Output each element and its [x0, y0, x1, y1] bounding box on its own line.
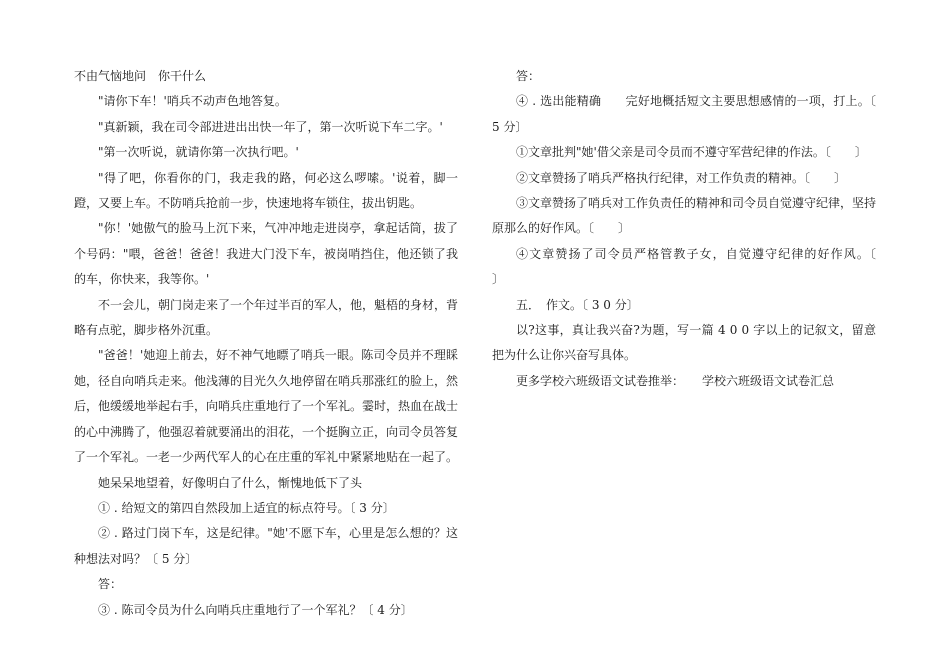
paragraph: ④文章赞扬了司令员严格管教子女，自觉遵守纪律的好作风。〔 〕	[492, 246, 901, 287]
paragraph: ① . 给短文的第四自然段加上适宜的标点符号。〔 3 分〕	[98, 500, 395, 515]
paragraph: ③ . 陈司令员为什么向哨兵庄重地行了一个军礼？〔 4 分〕	[98, 602, 413, 617]
paragraph: ④ . 选出能精确 完好地概括短文主要思想感情的一项，打上。〔 5 分〕	[492, 94, 876, 134]
paragraph: 她呆呆地望着，好像明白了什么，惭愧地低下了头	[98, 475, 363, 490]
paragraph: "请你下车！'哨兵不动声色地答复。	[98, 94, 287, 109]
paragraph: ③文章赞扬了哨兵对工作负责任的精神和司令员自觉遵守纪律，坚持原那么的好作风。〔 〕	[492, 196, 877, 236]
paragraph: 不由气恼地问 你干什么	[74, 69, 207, 83]
paragraph: ②文章赞扬了哨兵严格执行纪律，对工作负责的精神。〔 〕	[516, 170, 847, 185]
paragraph: 答：	[516, 69, 541, 83]
paragraph: 答：	[98, 577, 123, 592]
left-column	[74, 64, 458, 623]
paragraph: "得了吧，你看你的门，我走我的路，何必这么啰嗦。'说着，脚一蹬，又要上车。不防哨兵抢前一步，快速地将车锁住，拔出钥匙。	[74, 170, 458, 211]
paragraph: ② . 路过门岗下车，这是纪律。"她'不愿下车，心里是怎么想的？这种想法对吗？〔 5 分〕	[74, 526, 458, 566]
paragraph: 更多学校六班级语文试卷推举： 学校六班级语文试卷汇总	[516, 373, 835, 388]
paragraph: "你！'她傲气的脸马上沉下来，气冲冲地走进岗亭，拿起话筒，拔了个号码："喂，爸爸！爸爸！我进大门没下车，被岗哨挡住，他还锁了我的车，你快来，我等你。'	[74, 221, 458, 287]
paragraph: 以?这事，真让我兴奋?为题，写一篇 4 0 0 字以上的记叙文，留意把为什么让你兴奋写具体。	[492, 323, 876, 363]
paragraph: "真新颖，我在司令部进进出出快一年了，第一次听说下车二字。'	[98, 119, 443, 134]
right-column	[492, 64, 901, 394]
paragraph: "爸爸！'她迎上前去，好不神气地瞟了哨兵一眼。陈司令员并不理睬她，径自向哨兵走来。他浅薄的目光久久地停留在哨兵那涨红的脸上，然后，他缓缓地举起右手，向哨兵庄重地行了一个军礼。霎时，热血在战士的心中沸腾了，他强忍着就要涌出的泪花，一个挺胸立正，向司令员答复了一个军礼。一老一少两代军人的心在庄重的军礼中紧紧地贴在一起了。	[74, 348, 459, 465]
paragraph: "第一次听说，就请你第一次执行吧。'	[98, 145, 299, 160]
paragraph: 五． 作文。〔 3 0 分〕	[516, 297, 639, 312]
paragraph: ①文章批判"她'借父亲是司令员而不遵守军营纪律的作法。〔 〕	[516, 145, 867, 160]
paragraph: 不一会儿，朝门岗走来了一个年过半百的军人，他，魁梧的身材，背略有点驼，脚步格外沉重。	[74, 297, 459, 338]
